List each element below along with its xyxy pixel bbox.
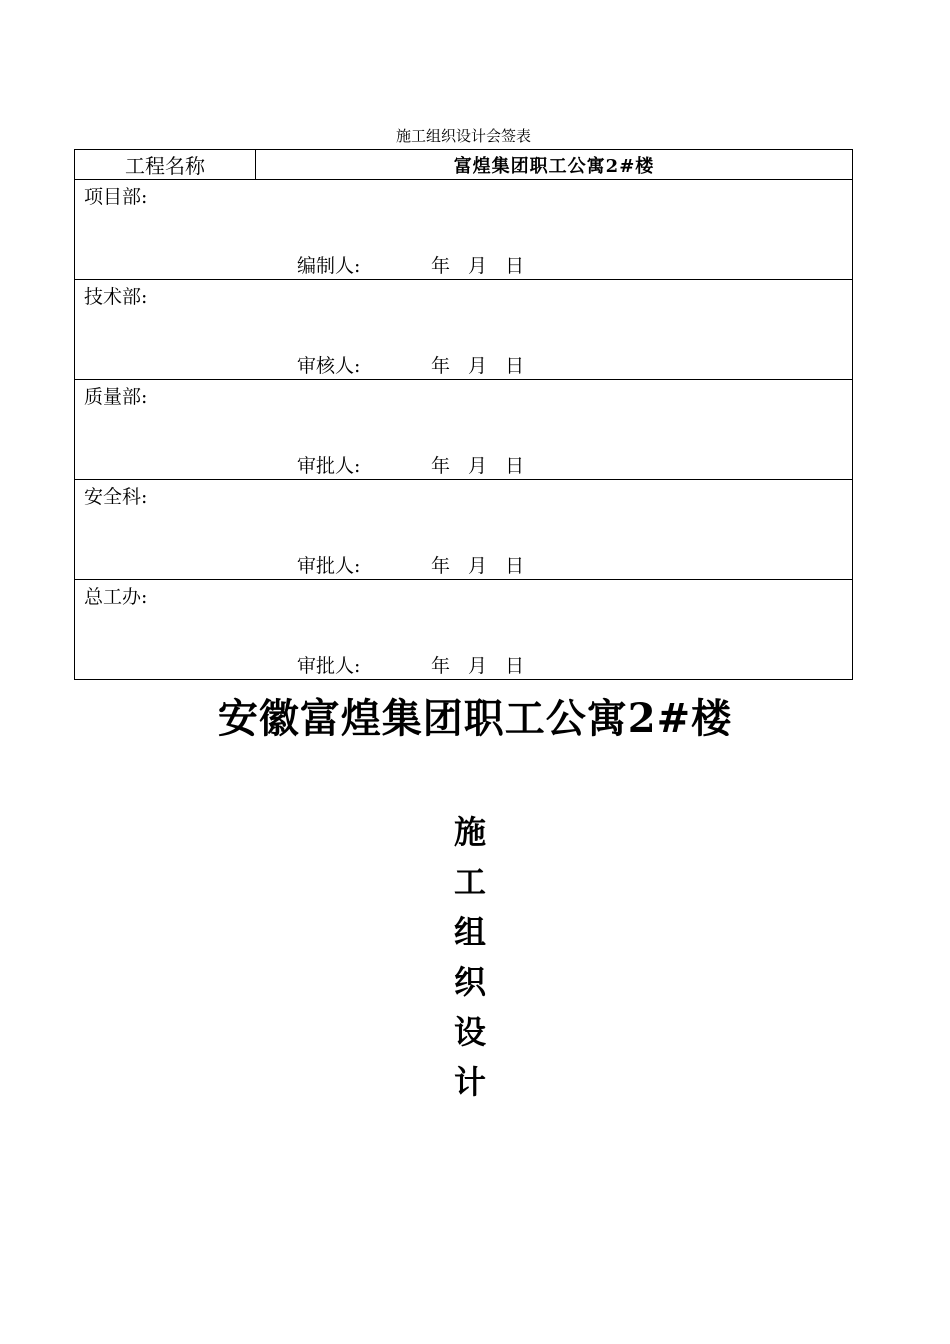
signer-label: 审批人: <box>297 455 361 477</box>
table-row <box>75 580 853 680</box>
dept-name: 技术部: <box>84 286 148 308</box>
signer-label: 编制人: <box>297 255 361 277</box>
date-label: 年 月 日 <box>431 455 525 477</box>
dept-cell-quality <box>75 380 853 480</box>
dept-cell-project <box>75 180 853 280</box>
sign-off-table <box>74 149 853 680</box>
cover-subtitle-vertical <box>435 807 505 1107</box>
date-label: 年 月 日 <box>431 255 525 277</box>
dept-name: 安全科: <box>84 486 148 508</box>
table-row <box>75 480 853 580</box>
table-row <box>75 180 853 280</box>
table-row <box>75 280 853 380</box>
subtitle-char: 组 <box>453 913 486 951</box>
date-label: 年 月 日 <box>431 555 525 577</box>
dept-name: 质量部: <box>84 386 148 408</box>
subtitle-char: 工 <box>453 863 486 901</box>
date-label: 年 月 日 <box>431 655 525 677</box>
subtitle-char: 计 <box>453 1063 486 1101</box>
subtitle-char: 织 <box>453 963 486 1001</box>
subtitle-char: 施 <box>453 813 486 851</box>
signer-label: 审核人: <box>297 355 361 377</box>
dept-name: 项目部: <box>84 186 148 208</box>
dept-name: 总工办: <box>84 586 148 608</box>
table-row <box>75 380 853 480</box>
subtitle-char: 设 <box>453 1013 486 1051</box>
dept-cell-safety <box>75 480 853 580</box>
signer-label: 审批人: <box>297 555 361 577</box>
project-name: 富煌集团职工公寓2#楼 <box>256 150 853 180</box>
cover-title: 安徽富煌集团职工公寓2#楼 <box>217 695 733 742</box>
dept-cell-technical <box>75 280 853 380</box>
dept-cell-chief-engineer <box>75 580 853 680</box>
form-caption: 施工组织设计会签表 <box>395 127 531 145</box>
signer-label: 审批人: <box>297 655 361 677</box>
date-label: 年 月 日 <box>431 355 525 377</box>
project-label: 工程名称 <box>75 150 256 180</box>
project-row <box>75 150 853 180</box>
